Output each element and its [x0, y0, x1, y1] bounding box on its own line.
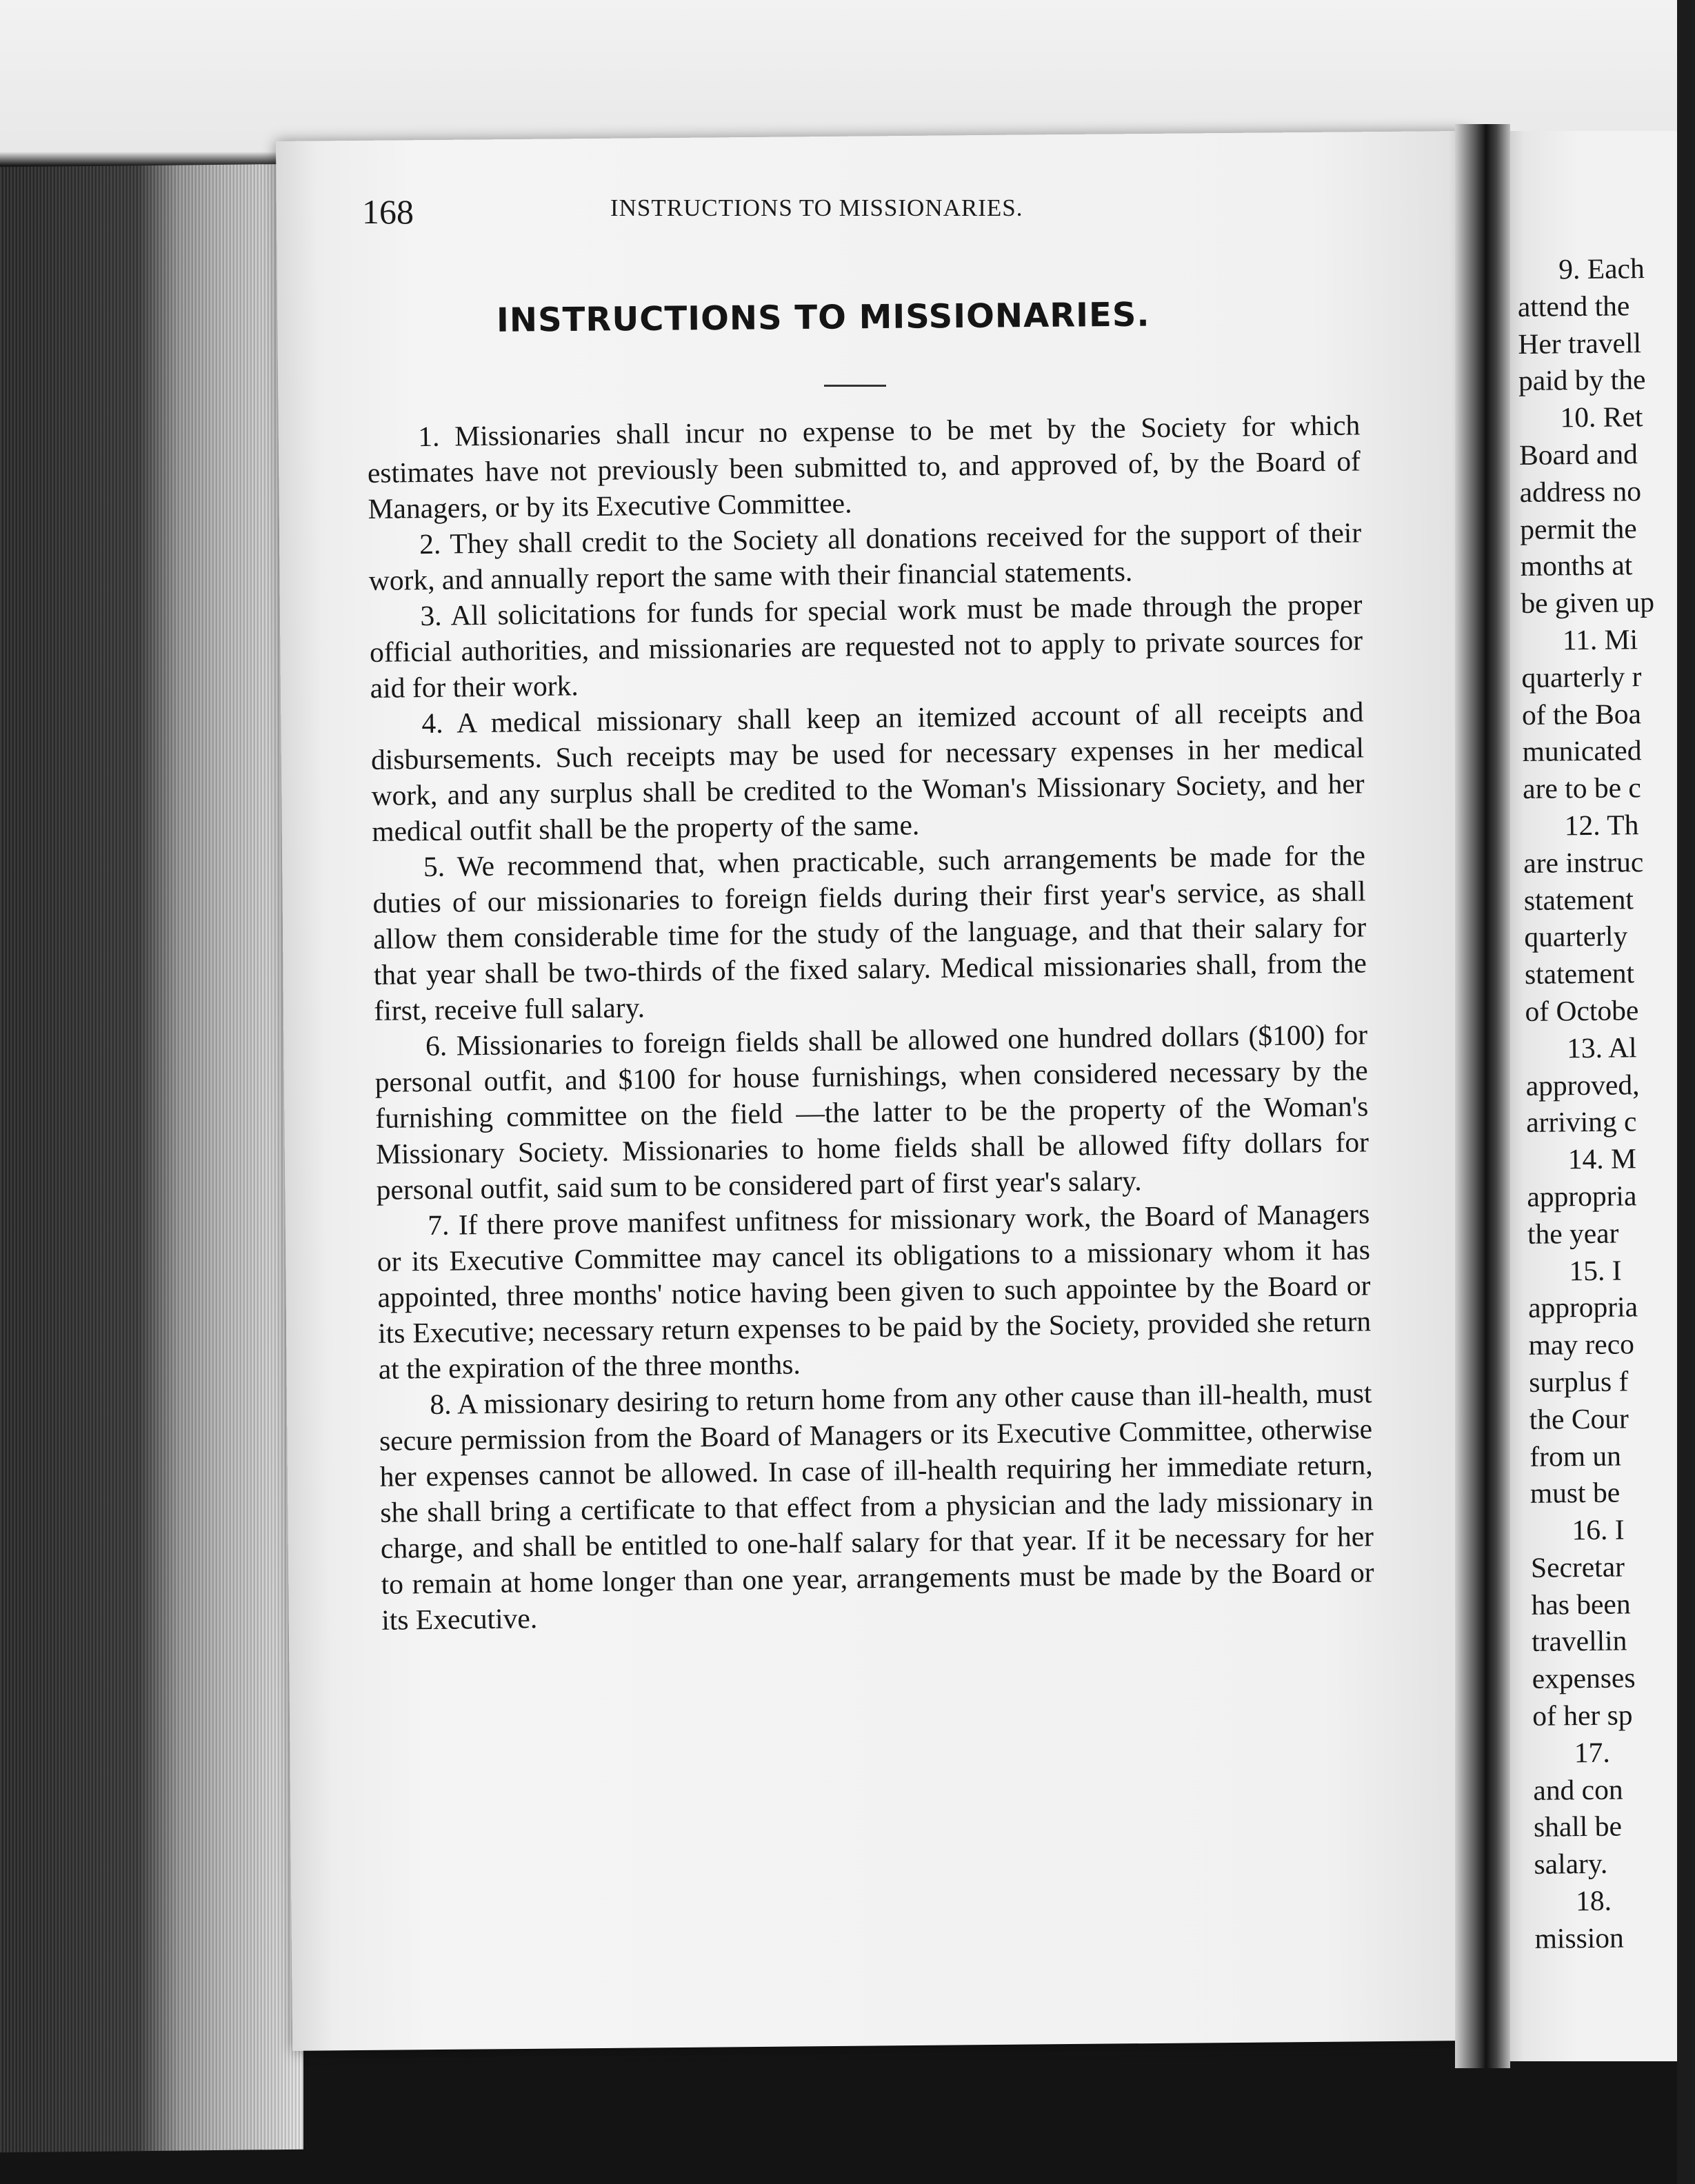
right-page-line: appropria	[1527, 1291, 1638, 1324]
right-page-line: address no	[1519, 474, 1642, 508]
running-title: INSTRUCTIONS TO MISSIONARIES.	[610, 194, 1023, 221]
right-page-line: shall be	[1533, 1810, 1623, 1843]
right-page-line: quarterly	[1524, 920, 1628, 953]
right-page-line: 15. I	[1569, 1254, 1622, 1286]
right-page-line: the Cour	[1529, 1402, 1629, 1435]
running-head	[362, 192, 1396, 233]
right-page-line: are instruc	[1523, 845, 1644, 879]
right-page-line: of the Boa	[1521, 697, 1642, 731]
right-page-line: 13. Al	[1566, 1031, 1637, 1064]
right-page-line: municated	[1522, 734, 1642, 768]
right-page-line: from un	[1529, 1439, 1622, 1473]
page-number: 168	[362, 192, 414, 231]
right-page-line: Secretar	[1530, 1550, 1625, 1584]
book-gutter	[1455, 124, 1510, 2068]
right-page-line: Her travell	[1518, 326, 1642, 360]
body-text	[367, 407, 1374, 1637]
right-page-line: 17.	[1574, 1736, 1610, 1769]
book-page-edges	[0, 164, 303, 2153]
paragraph-7: 7. If there prove manifest unfitness for missionary work, the Board of Managers or its Executive Committee may cancel its obligations to a missionary whom it has appointed, three months' notice having been given to such appointee by the Board or its Executive; necessary return expenses to be paid by the Society, provided she return at the expiration of the three months.	[377, 1197, 1372, 1385]
title-rule	[824, 385, 886, 387]
right-page-line: 14. M	[1567, 1142, 1637, 1175]
right-page-line: expenses	[1532, 1661, 1636, 1695]
right-page-line: 9. Each	[1558, 252, 1645, 285]
paragraph-5: 5. We recommend that, when practicable, such arrangements be made for the duties of our missionaries to foreign fields during their first year's service, as shall allow them considerable time for the study of the language, and that their salary for that year shall be two-thirds of the fixed salary. Medical missionaries shall, from the first, receive full salary.	[372, 839, 1367, 1027]
right-page-line: statement	[1524, 957, 1635, 991]
right-page-line: Board and	[1518, 438, 1638, 471]
right-page-line: 12. Th	[1564, 809, 1639, 842]
right-page-line: must be	[1529, 1476, 1621, 1510]
right-page-line: may reco	[1528, 1328, 1635, 1362]
right-page-text	[1517, 250, 1694, 1954]
right-page-line: of Octobe	[1525, 994, 1639, 1027]
right-page-line: paid by the	[1518, 363, 1646, 397]
right-page-line: attend the	[1517, 290, 1630, 323]
right-page-line: salary.	[1534, 1848, 1608, 1881]
right-page-line: 11. Mi	[1562, 623, 1638, 656]
right-page-line: mission	[1534, 1921, 1624, 1954]
right-page-line: and con	[1533, 1773, 1623, 1806]
paragraph-6: 6. Missionaries to foreign fields shall be allowed one hundred dollars ($100) for personal outfit, and $100 for house furnishings, when considered necessary by the furnishing committee on the field —the latter to be the property of the Woman's Missionary Society. Missionaries to home fields shall be allowed fifty dollars for personal outfit, said sum to be considered part of first year's salary.	[374, 1018, 1370, 1206]
right-page-line: are to be c	[1522, 771, 1642, 805]
right-page-line: permit the	[1519, 512, 1637, 545]
right-page-line: travellin	[1531, 1624, 1627, 1658]
right-page-line: appropria	[1527, 1180, 1637, 1213]
page-title: INSTRUCTIONS TO MISSIONARIES.	[496, 295, 1150, 340]
paragraph-1: 1. Missionaries shall incur no expense to be met by the Society for which estimates have not previously been submitted to, and approved of, by the Board of Managers, or by its Executive Committee.	[367, 409, 1361, 525]
paragraph-8: 8. A missionary desiring to return home from any other cause than ill-health, must secure permission from the Board of Managers or its Executive Committee, otherwise her expenses cannot be allowed. In case of ill-health requiring her immediate return, she shall bring a certificate to that effect from a physician and the lady missionary in charge, and shall be entitled to one-half salary for that year. If it be necessary for her to remain at home longer than one year, arrangements must be made by the Board or its Executive.	[379, 1377, 1374, 1636]
right-page-line: quarterly r	[1521, 660, 1642, 694]
right-page-line: 16. I	[1572, 1513, 1625, 1546]
paragraph-4: 4. A medical missionary shall keep an itemized account of all receipts and disbursements. Such receipts may be used for necessary expenses in her medical work, and any surplus shall be credited to the Woman's Missionary Society, and her medical outfit shall be the property of the same.	[370, 696, 1365, 847]
paragraph-2: 2. They shall credit to the Society all donations received for the support of their work, and annually report the same with their financial statements.	[368, 516, 1362, 596]
right-page-line: be given up	[1521, 586, 1655, 620]
right-page-line: approved,	[1525, 1068, 1640, 1102]
right-page-line: statement	[1523, 882, 1634, 916]
right-page-line: of her sp	[1532, 1699, 1633, 1732]
right-page-line: 18.	[1575, 1884, 1612, 1917]
right-page-line: months at	[1520, 549, 1633, 583]
right-page-line: the year	[1527, 1217, 1619, 1250]
right-page-line: arriving c	[1525, 1105, 1637, 1139]
right-page-line: surplus f	[1528, 1365, 1629, 1398]
right-page-line: 10. Ret	[1560, 401, 1643, 434]
right-page-line: has been	[1531, 1588, 1631, 1621]
paragraph-3: 3. All solicitations for funds for special work must be made through the proper official authorities, and missionaries are requested not to apply to private sources for aid for their work.	[369, 588, 1363, 704]
